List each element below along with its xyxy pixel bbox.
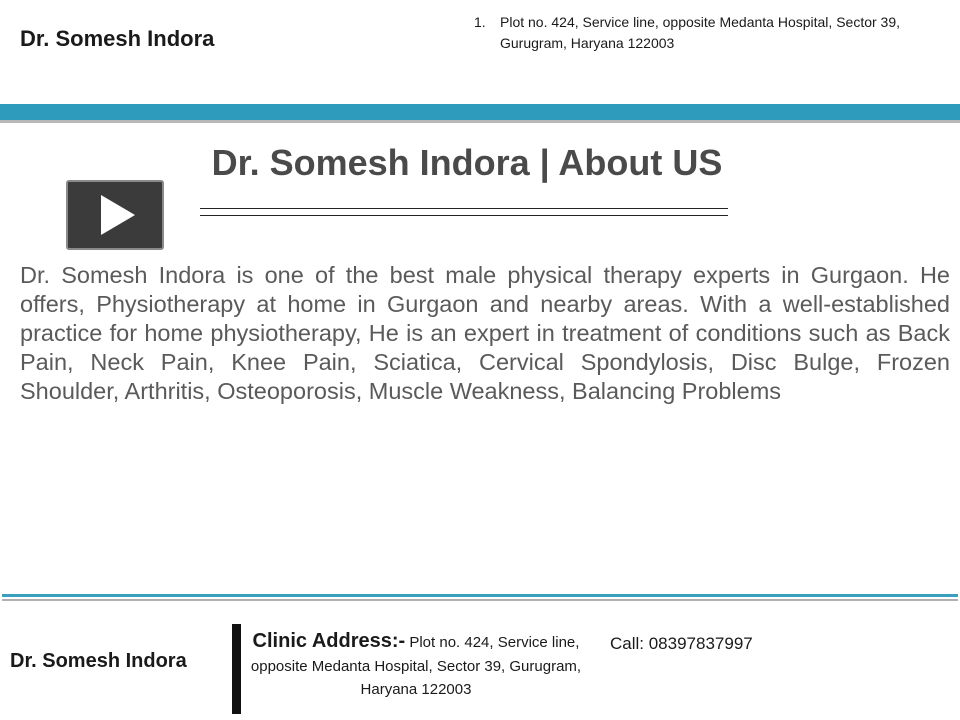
footer-phone: Call: 08397837997 bbox=[610, 634, 753, 653]
footer-address bbox=[248, 630, 584, 702]
footer-divider bbox=[2, 594, 958, 597]
clinic-address-label: Clinic Address:- bbox=[252, 630, 406, 652]
footer-name: Dr. Somesh Indora bbox=[10, 650, 187, 672]
header-name: Dr. Somesh Indora bbox=[20, 26, 215, 51]
header-address-text: Plot no. 424, Service line, opposite Medanta Hospital, Sector 39, Gurugram, Haryana 122003 bbox=[500, 14, 901, 51]
video-play-button[interactable] bbox=[66, 180, 164, 250]
about-paragraph: Dr. Somesh Indora is one of the best male physical therapy experts in Gurgaon. He offers, Physiotherapy at home in Gurgaon and nearby areas. With a well-established practice for home physiotherapy, He is an expert in treatment of conditions such as Back Pain, Neck Pain, Knee Pain, Sciatica, Cervical Spondylosis, Disc Bulge, Frozen Shoulder, Arthritis, Osteoporosis, Muscle Weakness, Balancing Problems bbox=[20, 262, 950, 404]
title-divider-top bbox=[200, 208, 728, 209]
clinic-address-text: Plot no. 424, Service line, opposite Medanta Hospital, Sector 39, Gurugram, Haryana 122003 bbox=[250, 634, 582, 698]
header-address bbox=[474, 12, 944, 54]
footer-divider-shadow bbox=[2, 599, 958, 601]
play-icon bbox=[101, 195, 135, 235]
top-accent-band bbox=[0, 104, 960, 120]
address-list-number: 1. bbox=[474, 14, 486, 30]
page-title: Dr. Somesh Indora | About US bbox=[211, 142, 723, 183]
top-band-shadow bbox=[0, 120, 960, 123]
footer-separator-bar bbox=[232, 624, 241, 714]
title-divider-bottom bbox=[200, 215, 728, 216]
